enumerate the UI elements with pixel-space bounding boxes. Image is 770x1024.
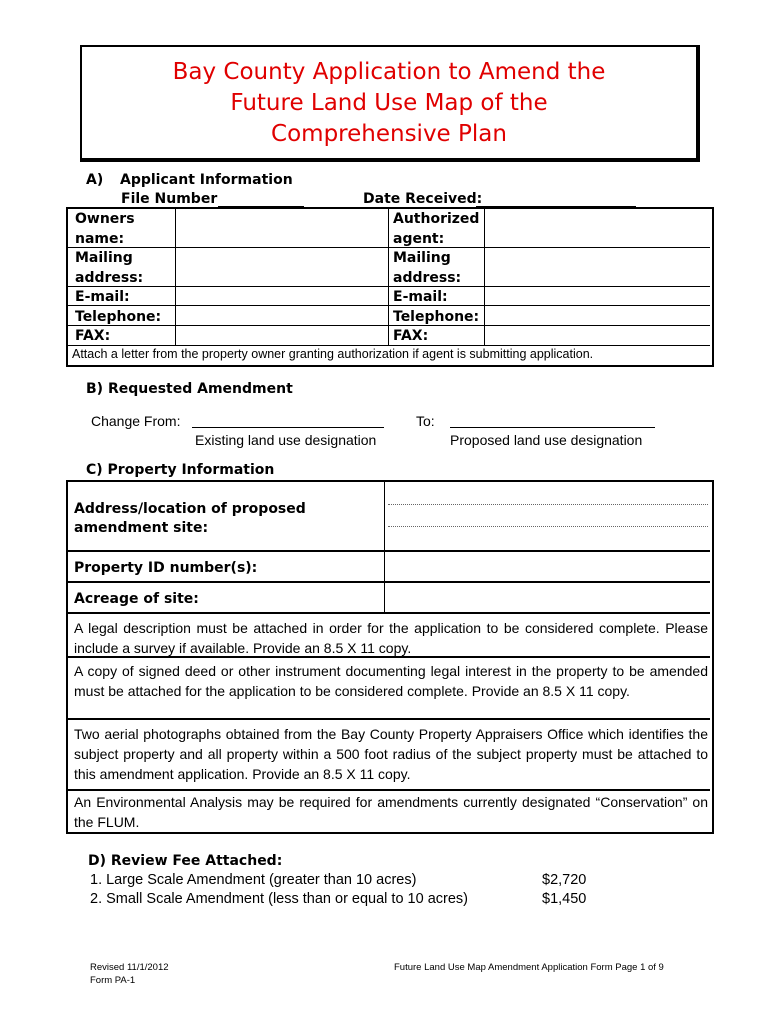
legal-description-note: A legal description must be attached in order for the application to be considered complete. Please include a survey if available. Provide an 8.5 X 11 copy. — [74, 620, 708, 656]
property-row-line-2 — [68, 581, 710, 583]
agent-name-input[interactable] — [486, 209, 708, 246]
authorization-note: Attach a letter from the property owner granting authorization if agent is submitting application. — [72, 347, 594, 361]
deed-note: A copy of signed deed or other instrument documenting legal interest in the property to be amended must be attached for the application to be considered complete. Provide an 8.5 X 11 copy. — [74, 663, 708, 699]
proposed-caption: Proposed land use designation — [450, 432, 643, 448]
acreage-label: Acreage of site: — [74, 591, 199, 607]
change-from-label: Change From: — [91, 413, 181, 429]
owner-address-input[interactable] — [177, 248, 387, 285]
owner-email-input[interactable] — [177, 287, 387, 304]
fee-amount-small: $1,450 — [542, 891, 587, 907]
footer-revised: Revised 11/1/2012 — [90, 962, 169, 973]
property-row-line-6 — [68, 789, 710, 791]
agent-fax-input[interactable] — [486, 326, 708, 344]
fee-item-small: 2. Small Scale Amendment (less than or equal to 10 acres) — [90, 891, 468, 907]
footer-page-info: Future Land Use Map Amendment Application Form Page 1 of 9 — [394, 962, 664, 973]
address-location-input[interactable] — [386, 482, 708, 549]
date-received-label: Date Received: — [363, 191, 483, 207]
property-row-line-5 — [68, 718, 710, 720]
owner-name-input[interactable] — [177, 209, 387, 246]
aerial-photographs-note: Two aerial photographs obtained from the Bay County Property Appraisers Office which identifies the subject property and all property within a 500 foot radius of the subject property must be attached to this amendment application. Provide an 8.5 X 11 copy. — [74, 726, 708, 782]
section-a-letter: A) — [86, 172, 104, 188]
section-b-heading: B) Requested Amendment — [86, 381, 293, 397]
acreage-input[interactable] — [386, 584, 708, 611]
title-line-1: Bay County Application to Amend the — [172, 59, 606, 85]
grid-row-line-5 — [68, 345, 710, 346]
section-a-heading: Applicant Information — [120, 172, 293, 188]
agent-address-input[interactable] — [486, 248, 708, 285]
property-id-input[interactable] — [386, 553, 708, 580]
property-divider — [384, 482, 385, 612]
change-to-field[interactable] — [450, 427, 655, 428]
fee-item-large: 1. Large Scale Amendment (greater than 10 acres) — [90, 872, 417, 888]
owner-fax-input[interactable] — [177, 326, 387, 344]
title-line-3: Comprehensive Plan — [271, 121, 507, 147]
property-id-label: Property ID number(s): — [74, 560, 258, 576]
property-row-line-3 — [68, 612, 710, 614]
agent-labels: Authorized agent: Mailing address: E-mail: Telephone: FAX: — [393, 211, 480, 344]
title-line-2: Future Land Use Map of the — [230, 90, 548, 116]
change-from-field[interactable] — [192, 427, 384, 428]
to-label: To: — [416, 413, 435, 429]
property-row-line-1 — [68, 550, 710, 552]
agent-telephone-input[interactable] — [486, 306, 708, 324]
file-number-label: File Number — [121, 191, 218, 207]
fee-amount-large: $2,720 — [542, 872, 587, 888]
title-box — [80, 45, 700, 162]
footer-form-number: Form PA-1 — [90, 975, 136, 986]
address-location-label: Address/location of proposed amendment site: — [74, 501, 306, 536]
agent-email-input[interactable] — [486, 287, 708, 304]
existing-caption: Existing land use designation — [195, 432, 377, 448]
section-d-heading: D) Review Fee Attached: — [88, 853, 283, 869]
owner-telephone-input[interactable] — [177, 306, 387, 324]
section-c-heading: C) Property Information — [86, 462, 275, 478]
owner-labels: Owners name: Mailing address: E-mail: Telephone: FAX: — [75, 211, 162, 344]
environmental-analysis-note: An Environmental Analysis may be required for amendments currently designated “Conservation” on the FLUM. — [74, 794, 708, 830]
